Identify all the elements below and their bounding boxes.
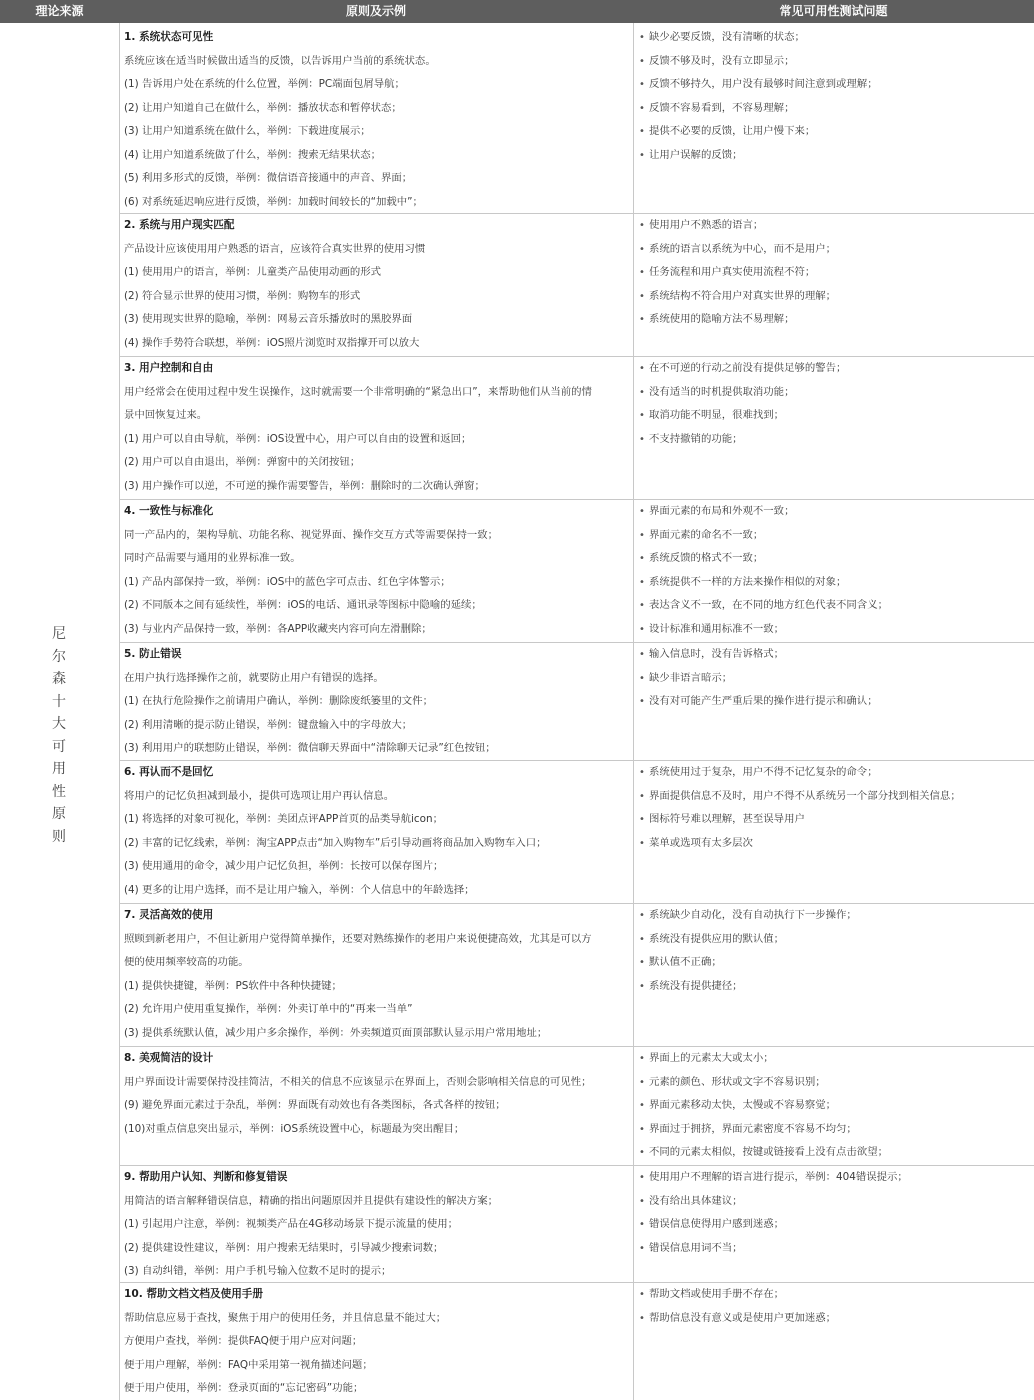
principle-line: 便的使用频率较高的功能。 xyxy=(124,956,249,968)
principle-cell xyxy=(124,643,629,761)
principle-line: 产品设计应该使用用户熟悉的语言，应该符合真实世界的使用习惯 xyxy=(124,242,426,255)
issue-item: • 菜单或选项有太多层次 xyxy=(634,832,1032,856)
issue-item: • 图标符号难以理解，甚至误导用户 xyxy=(634,808,1032,832)
issue-item: • 系统反馈的格式不一致； xyxy=(634,547,1032,571)
principle-line: (1) 用户可以自由导航，举例：iOS设置中心，用户可以自由的设置和返回； xyxy=(124,432,472,445)
principle-line: (1) 引起用户注意，举例：视频类产品在4G移动场景下提示流量的使用； xyxy=(124,1218,459,1230)
issue-item: • 反馈不容易看到，不容易理解； xyxy=(634,97,1032,121)
issue-item: • 系统使用过于复杂，用户不得不记忆复杂的命令； xyxy=(634,761,1032,785)
principle-cell xyxy=(124,26,629,214)
issue-item: • 帮助信息没有意义或是使用户更加迷惑； xyxy=(634,1307,1032,1331)
principle-line: 同时产品需要与通用的业界标准一致。 xyxy=(124,552,301,564)
principle-line: (9) 避免界面元素过于杂乱，举例：界面既有动效也有各类图标，各式各样的按钮； xyxy=(124,1099,506,1111)
issues-cell xyxy=(634,1283,1032,1400)
issues-cell xyxy=(634,643,1032,761)
principle-line: (2) 允许用户使用重复操作，举例：外卖订单中的“再来一当单” xyxy=(124,1003,413,1015)
issues-cell xyxy=(634,761,1032,904)
principle-line: 将用户的记忆负担减到最小，提供可选项让用户再认信息。 xyxy=(124,789,395,802)
principle-line: (5) 利用多形式的反馈，举例：微信语音接通中的声音、界面； xyxy=(124,172,413,184)
principle-line: 用户经常会在使用过程中发生误操作，这时就需要一个非常明确的“紧急出口”，来帮助他们从当前的情 xyxy=(124,385,592,398)
issues-cell xyxy=(634,26,1032,214)
issue-item: • 在不可逆的行动之前没有提供足够的警告； xyxy=(634,357,1032,381)
principle-line: (3) 让用户知道系统在做什么，举例：下载进度展示； xyxy=(124,125,371,137)
principle-line: (1) 将选择的对象可视化，举例：美团点评APP首页的品类导航icon； xyxy=(124,813,443,825)
principle-line: (1) 使用用户的语言，举例：儿童类产品使用动画的形式 xyxy=(124,266,382,278)
principle-cell xyxy=(124,1047,629,1166)
issue-item: • 系统使用的隐喻方法不易理解； xyxy=(634,308,1032,332)
issue-item: • 反馈不够持久，用户没有最够时间注意到或理解； xyxy=(634,73,1032,97)
principle-line: 系统应该在适当时候做出适当的反馈，以告诉用户当前的系统状态。 xyxy=(124,54,436,67)
principle-title: 5. 防止错误 xyxy=(124,648,182,660)
principle-cell xyxy=(124,904,629,1047)
principle-line: (3) 使用通用的命令，减少用户记忆负担，举例：长按可以保存图片； xyxy=(124,860,444,872)
principle-line: (4) 更多的让用户选择，而不是让用户输入，举例：个人信息中的年龄选择； xyxy=(124,883,475,896)
principle-title: 10. 帮助文档文档及使用手册 xyxy=(124,1288,263,1300)
issue-item: • 界面元素的命名不一致； xyxy=(634,524,1032,548)
issue-item: • 使用用户不理解的语言进行提示，举例：404错误提示； xyxy=(634,1166,1032,1190)
issues-cell xyxy=(634,1047,1032,1166)
principle-cell xyxy=(124,214,629,357)
issue-item: • 不同的元素太相似，按键或链接看上没有点击欲望； xyxy=(634,1141,1032,1165)
principle-line: (2) 用户可以自由退出，举例：弹窗中的关闭按钮； xyxy=(124,456,361,468)
principle-line: (2) 符合显示世界的使用习惯，举例：购物车的形式 xyxy=(124,289,361,302)
principle-title: 3. 用户控制和自由 xyxy=(124,362,214,374)
theory-source-text: 尼尔森十大可用性原则 xyxy=(52,626,66,845)
issue-item: • 系统没有提供应用的默认值； xyxy=(634,928,1032,952)
principle-cell xyxy=(124,1166,629,1283)
column-divider xyxy=(119,23,120,1400)
issue-item: • 错误信息用词不当； xyxy=(634,1237,1032,1261)
issue-item: • 系统提供不一样的方法来操作相似的对象； xyxy=(634,571,1032,595)
issue-item: • 默认值不正确； xyxy=(634,951,1032,975)
issue-item: • 表达含义不一致，在不同的地方红色代表不同含义； xyxy=(634,594,1032,618)
principle-title: 6. 再认而不是回忆 xyxy=(124,766,214,778)
theory-source-cell xyxy=(0,23,119,1400)
issue-item: • 任务流程和用户真实使用流程不符； xyxy=(634,261,1032,285)
principle-line: 方便用户查找，举例：提供FAQ便于用户应对问题； xyxy=(124,1335,363,1347)
principle-line: (4) 让用户知道系统做了什么，举例：搜索无结果状态； xyxy=(124,148,382,161)
principle-title: 4. 一致性与标准化 xyxy=(124,505,214,517)
principle-line: (3) 利用用户的联想防止错误，举例：微信聊天界面中“清除聊天记录”红色按钮； xyxy=(124,742,496,754)
issue-item: • 使用用户不熟悉的语言； xyxy=(634,214,1032,238)
issue-item: • 界面上的元素太大或太小； xyxy=(634,1047,1032,1071)
issue-item: • 界面过于拥挤，界面元素密度不容易不均匀； xyxy=(634,1118,1032,1142)
issue-item: • 设计标准和通用标准不一致； xyxy=(634,618,1032,642)
issues-cell xyxy=(634,214,1032,357)
issue-item: • 输入信息时，没有告诉格式； xyxy=(634,643,1032,667)
header-principle: 原则及示例 xyxy=(119,0,633,23)
principle-line: (4) 操作手势符合联想，举例：iOS照片浏览时双指撑开可以放大 xyxy=(124,336,420,349)
principle-line: (1) 提供快捷键，举例：PS软件中各种快捷键； xyxy=(124,979,342,992)
principle-line: 在用户执行选择操作之前，就要防止用户有错误的选择。 xyxy=(124,671,384,684)
issue-item: • 系统缺少自动化，没有自动执行下一步操作； xyxy=(634,904,1032,928)
issues-cell xyxy=(634,904,1032,1047)
issue-item: • 界面元素的布局和外观不一致； xyxy=(634,500,1032,524)
issues-cell xyxy=(634,357,1032,500)
principle-line: (3) 提供系统默认值，减少用户多余操作，举例：外卖频道页面顶部默认显示用户常用地址； xyxy=(124,1026,548,1039)
principle-line: (3) 与业内产品保持一致，举例：各APP收藏夹内容可向左滑删除； xyxy=(124,622,432,635)
principle-line: (1) 告诉用户处在系统的什么位置，举例：PC端面包屑导航； xyxy=(124,78,405,90)
principle-line: 用户界面设计需要保持没挂简洁，不相关的信息不应该显示在界面上，否则会影响相关信息的可见性； xyxy=(124,1075,592,1088)
principle-line: (3) 使用现实世界的隐喻，举例：网易云音乐播放时的黑胶界面 xyxy=(124,313,413,325)
principle-line: (2) 不同版本之间有延续性，举例：iOS的电话、通讯录等图标中隐喻的延续； xyxy=(124,599,482,611)
issues-cell xyxy=(634,1166,1032,1283)
principle-cell xyxy=(124,357,629,500)
issue-item: • 界面元素移动太快，太慢或不容易察觉； xyxy=(634,1094,1032,1118)
issue-item: • 取消功能不明显，很难找到； xyxy=(634,404,1032,428)
issue-item: • 没有对可能产生严重后果的操作进行提示和确认； xyxy=(634,690,1032,714)
principle-line: (2) 丰富的记忆线索，举例：淘宝APP点击“加入购物车”后引导动画将商品加入购物车入口； xyxy=(124,836,547,849)
principle-line: 便于用户使用，举例：登录页面的“忘记密码”功能； xyxy=(124,1382,364,1394)
principle-line: 景中回恢复过来。 xyxy=(124,409,208,421)
principle-line: 帮助信息应易于查找，聚焦于用户的使用任务，并且信息量不能过大； xyxy=(124,1311,447,1324)
principle-title: 7. 灵活高效的使用 xyxy=(124,909,214,921)
issue-item: • 系统结构不符合用户对真实世界的理解； xyxy=(634,285,1032,309)
principle-cell xyxy=(124,1283,629,1400)
issue-item: • 让用户误解的反馈； xyxy=(634,144,1032,168)
issue-item: • 不支持撤销的功能； xyxy=(634,428,1032,452)
principle-cell xyxy=(124,500,629,643)
issue-item: • 提供不必要的反馈，让用户慢下来； xyxy=(634,120,1032,144)
issue-item: • 帮助文档或使用手册不存在； xyxy=(634,1283,1032,1307)
issues-cell xyxy=(634,500,1032,643)
issue-item: • 错误信息使得用户感到迷惑； xyxy=(634,1213,1032,1237)
principle-line: 照顾到新老用户，不但让新用户觉得简单操作，还要对熟练操作的老用户来说便捷高效，尤其是可以方 xyxy=(124,932,592,945)
principle-line: (3) 用户操作可以逆，不可逆的操作需要警告，举例：删除时的二次确认弹窗； xyxy=(124,479,485,492)
principle-line: 用简洁的语言解释错误信息，精确的指出问题原因并且提供有建设性的解决方案； xyxy=(124,1194,499,1207)
principle-line: 同一产品内的，架构导航、功能名称、视觉界面、操作交互方式等需要保持一致； xyxy=(124,528,499,541)
principle-line: (3) 自动纠错，举例：用户手机号输入位数不足时的提示； xyxy=(124,1265,392,1277)
principle-line: (10)对重点信息突出显示，举例：iOS系统设置中心，标题最为突出醒目； xyxy=(124,1122,465,1135)
principle-cell xyxy=(124,761,629,904)
header-issues: 常见可用性测试问题 xyxy=(633,0,1034,23)
issue-item: • 界面提供信息不及时，用户不得不从系统另一个部分找到相关信息； xyxy=(634,785,1032,809)
principle-line: 便于用户理解，举例：FAQ中采用第一视角描述问题； xyxy=(124,1358,373,1371)
issue-item: • 反馈不够及时，没有立即显示； xyxy=(634,50,1032,74)
principle-line: (2) 利用清晰的提示防止错误，举例：键盘输入中的字母放大； xyxy=(124,718,413,731)
principle-line: (1) 产品内部保持一致，举例：iOS中的蓝色字可点击、红色字体警示； xyxy=(124,575,451,588)
principle-title: 8. 美观简洁的设计 xyxy=(124,1052,214,1064)
issue-item: • 系统的语言以系统为中心，而不是用户； xyxy=(634,238,1032,262)
principle-title: 9. 帮助用户认知、判断和修复错误 xyxy=(124,1171,288,1183)
issue-item: • 系统没有提供捷径； xyxy=(634,975,1032,999)
principle-line: (2) 让用户知道自己在做什么，举例：播放状态和暂停状态； xyxy=(124,101,402,114)
issue-item: • 元素的颜色、形状或文字不容易识别； xyxy=(634,1071,1032,1095)
issue-item: • 没有适当的时机提供取消功能； xyxy=(634,381,1032,405)
principle-line: (1) 在执行危险操作之前请用户确认，举例：删除废纸篓里的文件； xyxy=(124,695,433,707)
issue-item: • 缺少非语言暗示； xyxy=(634,667,1032,691)
header-theory-source: 理论来源 xyxy=(0,0,119,23)
issue-item: • 缺少必要反馈，没有清晰的状态； xyxy=(634,26,1032,50)
principle-title: 1. 系统状态可见性 xyxy=(124,31,214,43)
issue-item: • 没有给出具体建议； xyxy=(634,1190,1032,1214)
principle-title: 2. 系统与用户现实匹配 xyxy=(124,219,235,231)
principle-line: (6) 对系统延迟响应进行反馈，举例：加载时间较长的“加载中”； xyxy=(124,195,423,208)
principle-line: (2) 提供建设性建议，举例：用户搜索无结果时，引导减少搜索词数； xyxy=(124,1241,444,1254)
